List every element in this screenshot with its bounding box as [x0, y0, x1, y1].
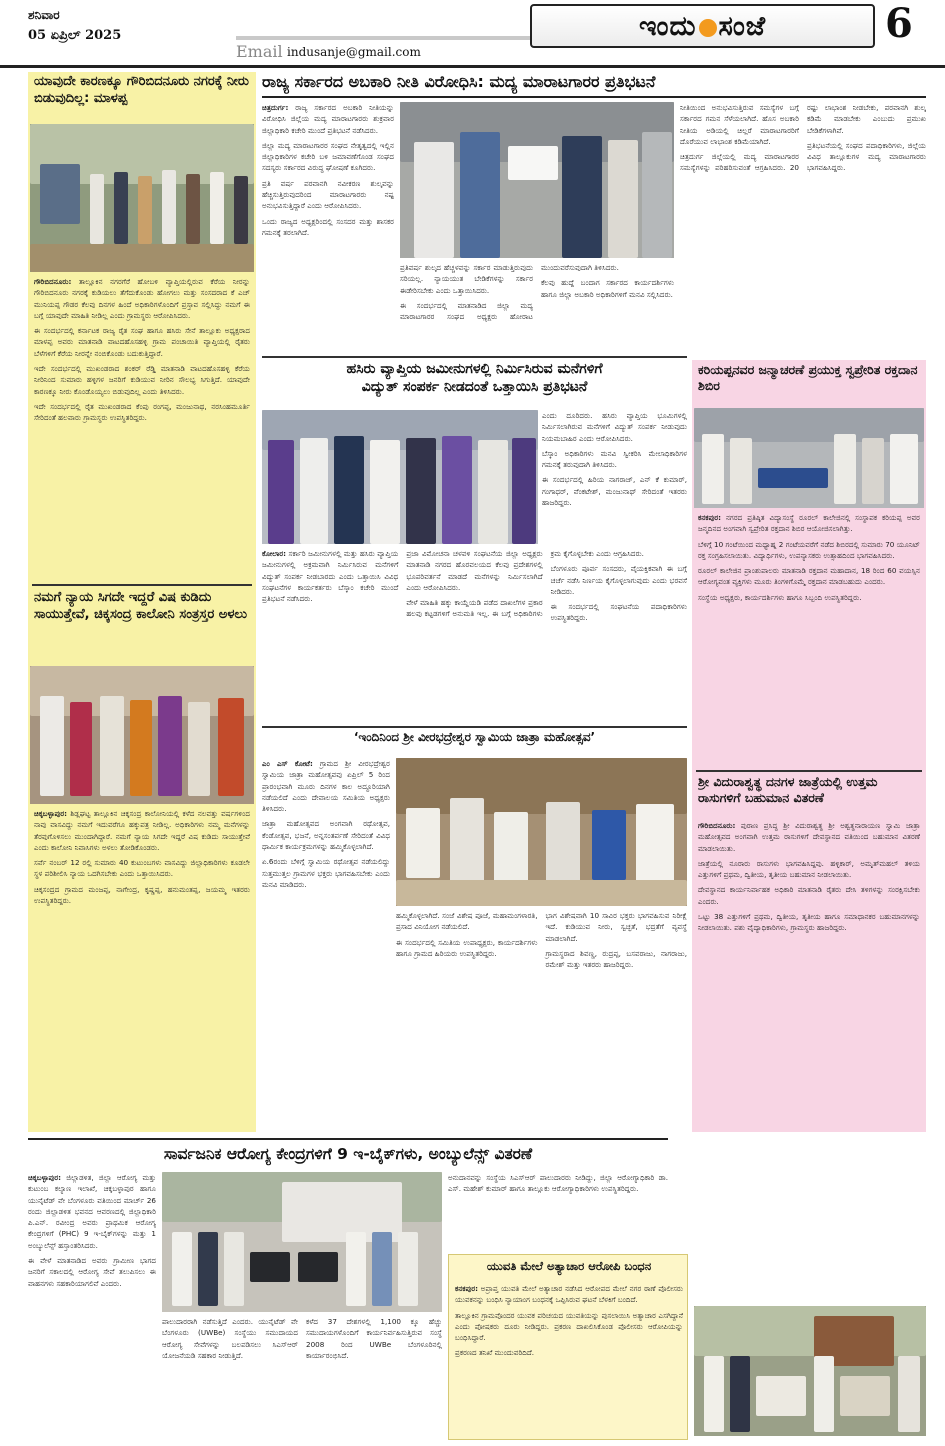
newspaper-logo [530, 4, 875, 48]
email-label: Email [236, 42, 283, 61]
right-column [692, 360, 926, 1132]
left-top-body: ಗೌರಿಬಿದನೂರು: ತಾಲ್ಲೂಕಿನ ನಗರಗೆರೆ ಹೋಬಳಿ ವ್ಯಾಪ್ತಿಯಲ್ಲಿರುವ ಕೆರೆಯ ನೀರನ್ನು ಗೌರಿಬಿದನೂರು ನಗರಕ್ಕೆ ಕುಡಿಯಲು ತೆಗೆದುಕೊಂಡು ಹೋಗಲು ಮತ್ತು ಸಂಸದರಾದ ಕೆ ಎಚ್ ಮುನಿಯಪ್ಪ ಗೌಡರ ಕೆಲವು ದಿನಗಳ ಹಿಂದೆ ಅಧಿಕಾರಿಗಳೊಂದಿಗೆ ಪ್ರಸ್ತಾವ ಸಲ್ಲಿಸಿದ್ದು ನಮಗೆ ಈ ಬಗ್ಗೆ ಯಾವುದೇ ಮಾಹಿತಿ ನೀಡಿಲ್ಲ ಎಂದು ಗ್ರಾಮಸ್ಥರು ಆರೋಪಿಸಿದರು. ಈ ಸಂದರ್ಭದಲ್ಲಿ ಕರ್ನಾಟಕ ರಾಜ್ಯ ರೈತ ಸಂಘ ಹಾಗೂ ಹಸಿರು ಸೇನೆ ತಾಲ್ಲೂಕು ಅಧ್ಯಕ್ಷರಾದ ಮಾಳಪ್ಪ ಅವರು ಮಾತನಾಡಿ ವಾಟದಹೊಸಹಳ್ಳಿ ಗ್ರಾಮ ಪಂಚಾಯಿತಿ ವ್ಯಾಪ್ತಿಯಲ್ಲಿ ರೈತರು ಬೆಳೆಗಳಿಗೆ ಕೆರೆಯ ನೀರನ್ನೇ ನಂಬಿಕೊಂಡು ಬದುಕುತ್ತಿದ್ದಾರೆ. ಇದೇ ಸಂದರ್ಭದಲ್ಲಿ ಮುಖಂಡರಾದ ಶಂಕರ್ ರೆಡ್ಡಿ ಮಾತನಾಡಿ ವಾಟದಹೊಸಹಳ್ಳಿ ಕೆರೆಯ ನೀರಿನಿಂದ ಸುಮಾರು ಹಳ್ಳಿಗಳ ಜನರಿಗೆ ಕುಡಿಯುವ ನೀರಿನ ಸೌಲಭ್ಯ ಸಿಗುತ್ತಿದೆ. ಯಾವುದೇ ಕಾರಣಕ್ಕೂ ನೀರು ಕೊಂಡೊಯ್ಯಲು ಬಿಡುವುದಿಲ್ಲ ಎಂದು ತಿಳಿಸಿದರು. ಇದೇ ಸಂದರ್ಭದಲ್ಲಿ ರೈತ ಮುಖಂಡರಾದ ಕೆಂಪು ರಂಗಪ್ಪ, ಮಂಜುನಾಥ, ನರಸಿಂಹಮೂರ್ತಿ ಸೇರಿದಂತೆ ಹಲವಾರು ಗ್ರಾಮಸ್ಥರು ಉಪಸ್ಥಿತರಿದ್ದರು. [34, 277, 250, 423]
left-second-dateline: ಚಿಕ್ಕಬಳ್ಳಾಪುರ: [34, 809, 68, 818]
right-second-headline: ಶ್ರೀ ವಿದುರಾಶ್ವತ್ಥ ದನಗಳ ಜಾತ್ರೆಯಲ್ಲಿ ಉತ್ತಮ ರಾಸುಗಳಿಗೆ ಬಹುಮಾನ ವಿತರಣೆ [698, 774, 878, 806]
bottom-right-box [448, 1254, 688, 1440]
issue-date: 05 ಏಪ್ರಿಲ್ 2025 [28, 28, 122, 43]
main-story-col3: ನೀತಿಯಿಂದ ಅನುಭವಿಸುತ್ತಿರುವ ಸಮಸ್ಯೆಗಳ ಬಗ್ಗೆ ಸರ್ಕಾರದ ಗಮನ ಸೆಳೆಯಲಾಗಿದೆ. ಹೊಸ ಅಬಕಾರಿ ನೀತಿಯ ಅಡಿಯಲ್ಲಿ ಚಿಲ್ಲರೆ ಮಾರಾಟಗಾರರಿಗೆ ದೊರೆಯುವ ಲಾಭಾಂಶ ಕಡಿಮೆಯಾಗಿದೆ. ಚಿತ್ರದುರ್ಗ ಜಿಲ್ಲೆಯಲ್ಲಿ ಮದ್ಯ ಮಾರಾಟಗಾರರ ಸಮಸ್ಯೆಗಳನ್ನು ಪರಿಹರಿಸುವಂತೆ ಆಗ್ರಹಿಸಿದರು. 20 ರಷ್ಟು ಲಾಭಾಂಶ ನೀಡಬೇಕು, ಪರವಾನಗಿ ಶುಲ್ಕ ಕಡಿಮೆ ಮಾಡಬೇಕು ಎಂಬುದು ಪ್ರಮುಖ ಬೇಡಿಕೆಗಳಾಗಿವೆ. ಪ್ರತಿಭಟನೆಯಲ್ಲಿ ಸಂಘದ ಪದಾಧಿಕಾರಿಗಳು, ಜಿಲ್ಲೆಯ ವಿವಿಧ ತಾಲ್ಲೂಕುಗಳ ಮದ್ಯ ಮಾರಾಟಗಾರರು ಭಾಗವಹಿಸಿದ್ದರು. [680, 103, 926, 173]
main-story-photo [400, 102, 674, 258]
divider [262, 726, 687, 728]
bottom-story-col2: ಪಾಲುದಾರರಾಗಿ ನಡೆಸುತ್ತಿದೆ ಎಂದರು. ಯುನೈಟೆಡ್ ವೇ ಬೆಂಗಳೂರು (UWBe) ಸಂಸ್ಥೆಯು ಸಮುದಾಯದ ಆರೋಗ್ಯ ಸೇವೆಗಳನ್ನು ಬಲಪಡಿಸಲು ಸಿಎಸ್‌ಆರ್ ಯೋಜನೆಯಡಿ ಸಹಕಾರ ನೀಡುತ್ತಿದೆ. ಕಳೆದ 37 ದೇಶಗಳಲ್ಲಿ 1,100 ಕ್ಕೂ ಹೆಚ್ಚು ಸಮುದಾಯಗಳೊಂದಿಗೆ ಕಾರ್ಯನಿರ್ವಹಿಸುತ್ತಿರುವ ಸಂಸ್ಥೆ 2008 ರಿಂದ UWBe ಬೆಂಗಳೂರಿನಲ್ಲಿ ಕಾರ್ಯಾರಂಭಿಸಿದೆ. [162, 1317, 442, 1360]
second-story-photo [262, 410, 538, 544]
main-story-col2: ಪ್ರತಿವರ್ಷ ಶುಲ್ಕದ ಹೆಚ್ಚಳವನ್ನು ಸರ್ಕಾರ ಮಾಡುತ್ತಿರುವುದು ಸರಿಯಲ್ಲ. ನ್ಯಾಯಯುತ ಬೇಡಿಕೆಗಳನ್ನು ಸರ್ಕಾರ ಈಡೇರಿಸಬೇಕು ಎಂದು ಒತ್ತಾಯಿಸಿದರು. ಈ ಸಂದರ್ಭದಲ್ಲಿ ಮಾತನಾಡಿದ ಜಿಲ್ಲಾ ಮದ್ಯ ಮಾರಾಟಗಾರರ ಸಂಘದ ಅಧ್ಯಕ್ಷರು ಹೋರಾಟ ಮುಂದುವರೆಸುವುದಾಗಿ ತಿಳಿಸಿದರು. ಕೆಲವು ಹುದ್ದೆ ಬಂದಾಗ ಸರ್ಕಾರದ ಕಾರ್ಯದರ್ಶಿಗಳು ಹಾಗೂ ಜಿಲ್ಲಾ ಅಬಕಾರಿ ಅಧಿಕಾರಿಗಳಿಗೆ ಮನವಿ ಸಲ್ಲಿಸಿದರು. [400, 263, 674, 322]
left-second-headline: ನಮಗೆ ನ್ಯಾಯ ಸಿಗದೇ ಇದ್ದರೆ ವಿಷ ಕುಡಿದು ಸಾಯುತ್ತೇವೆ, ಚಿಕ್ಕಸಂದ್ರ ಕಾಲೋನಿ ಸಂತ್ರಸ್ತರ ಅಳಲು [34, 590, 247, 622]
right-second-body: ಗೌರಿಬಿದನೂರು: ಪುರಾಣ ಪ್ರಸಿದ್ಧ ಶ್ರೀ ವಿದುರಾಶ್ವತ್ಥ ಶ್ರೀ ಅಶ್ವತ್ಥನಾರಾಯಣ ಸ್ವಾಮಿ ಜಾತ್ರಾ ಮಹೋತ್ಸವದ ಅಂಗವಾಗಿ ಉತ್ತಮ ರಾಸುಗಳಿಗೆ ದೇವಸ್ಥಾನದ ವತಿಯಿಂದ ಬಹುಮಾನ ವಿತರಣೆ ಮಾಡಲಾಯಿತು. ಜಾತ್ರೆಯಲ್ಲಿ ನೂರಾರು ರಾಸುಗಳು ಭಾಗವಹಿಸಿದ್ದವು. ಹಳ್ಳಿಕಾರ್, ಅಮೃತ್‌ಮಹಲ್ ತಳಿಯ ಎತ್ತುಗಳಿಗೆ ಪ್ರಥಮ, ದ್ವಿತೀಯ, ತೃತೀಯ ಬಹುಮಾನ ನೀಡಲಾಯಿತು. ದೇವಸ್ಥಾನದ ಕಾರ್ಯನಿರ್ವಾಹಕ ಅಧಿಕಾರಿ ಮಾತನಾಡಿ ರೈತರು ದೇಸಿ ತಳಿಗಳನ್ನು ಸಂರಕ್ಷಿಸಬೇಕು ಎಂದರು. ಒಟ್ಟು 38 ಎತ್ತುಗಳಿಗೆ ಪ್ರಥಮ, ದ್ವಿತೀಯ, ತೃತೀಯ ಹಾಗೂ ಸಮಾಧಾನಕರ ಬಹುಮಾನಗಳನ್ನು ನೀಡಲಾಯಿತು. ಪಶು ವೈದ್ಯಾಧಿಕಾರಿಗಳು, ಗ್ರಾಮಸ್ಥರು ಹಾಜರಿದ್ದರು. [698, 821, 920, 933]
left-second-photo [30, 666, 254, 804]
masthead [0, 0, 945, 68]
email-address[interactable]: indusanje@gmail.com [287, 45, 421, 59]
bottom-story-photo [162, 1172, 442, 1312]
divider [696, 770, 922, 772]
main-story-col1: ಚಿತ್ರದುರ್ಗ: ರಾಜ್ಯ ಸರ್ಕಾರದ ಅಬಕಾರಿ ನೀತಿಯನ್ನು ವಿರೋಧಿಸಿ ಜಿಲ್ಲೆಯ ಮದ್ಯ ಮಾರಾಟಗಾರರು ಶುಕ್ರವಾರ ಜಿಲ್ಲಾಧಿಕಾರಿ ಕಚೇರಿ ಮುಂದೆ ಪ್ರತಿಭಟನೆ ನಡೆಸಿದರು. ಜಿಲ್ಲಾ ಮದ್ಯ ಮಾರಾಟಗಾರರ ಸಂಘದ ನೇತೃತ್ವದಲ್ಲಿ ಇಲ್ಲಿನ ಜಿಲ್ಲಾಧಿಕಾರಿಗಳ ಕಚೇರಿ ಬಳಿ ಜಮಾವಣೆಗೊಂಡ ಸಂಘದ ಸದಸ್ಯರು ಸರ್ಕಾರದ ವಿರುದ್ಧ ಘೋಷಣೆ ಕೂಗಿದರು. ಪ್ರತಿ ವರ್ಷ ಪರವಾನಗಿ ನವೀಕರಣ ಶುಲ್ಕವನ್ನು ಹೆಚ್ಚಿಸುತ್ತಿರುವುದರಿಂದ ಮಾರಾಟಗಾರರು ನಷ್ಟ ಅನುಭವಿಸುತ್ತಿದ್ದಾರೆ ಎಂದು ಆರೋಪಿಸಿದರು. ಒಂದು ರಾಜ್ಯದ ಅಧ್ಯಕ್ಷರಿಂದಲ್ಲಿ ಸಂಸದರ ಮತ್ತು ಶಾಸಕರ ಗಮನಕ್ಕೆ ತರಲಾಗಿದೆ. [262, 103, 394, 237]
right-top-photo [694, 408, 924, 508]
third-story-photo [396, 758, 687, 906]
left-top-headline: ಯಾವುದೇ ಕಾರಣಕ್ಕೂ ಗೌರಿಬಿದನೂರು ನಗರಕ್ಕೆ ನೀರು ಬಿಡುವುದಿಲ್ಲ: ಮಾಳಪ್ಪ [34, 74, 249, 106]
bottom-story-col3: ಅನುದಾನವನ್ನು ಸಂಸ್ಥೆಯ ಸಿಎಸ್‌ಆರ್ ಪಾಲುದಾರರು ನೀಡಿದ್ದು, ಜಿಲ್ಲಾ ಆರೋಗ್ಯಾಧಿಕಾರಿ ಡಾ. ಎಸ್. ಮಹೇಶ್ ಕುಮಾರ್ ಹಾಗೂ ತಾಲ್ಲೂಕು ಆರೋಗ್ಯಾಧಿಕಾರಿಗಳು ಉಪಸ್ಥಿತರಿದ್ದರು. [448, 1173, 668, 1194]
bottom-story-col1: ಚಿಕ್ಕಬಳ್ಳಾಪುರ: ಜಿಲ್ಲಾಡಳಿತ, ಜಿಲ್ಲಾ ಆರೋಗ್ಯ ಮತ್ತು ಕುಟುಂಬ ಕಲ್ಯಾಣ ಇಲಾಖೆ, ಚಿಕ್ಕಬಳ್ಳಾಪುರ ಹಾಗೂ ಯುನೈಟೆಡ್ ವೇ ಬೆಂಗಳೂರು ವತಿಯಿಂದ ಮಾರ್ಚ್ 26 ರಂದು ಜಿಲ್ಲಾಡಳಿತ ಭವನದ ಆವರಣದಲ್ಲಿ ಜಿಲ್ಲಾಧಿಕಾರಿ ಪಿ.ಎನ್. ರವೀಂದ್ರ ಅವರು ಪ್ರಾಥಮಿಕ ಆರೋಗ್ಯ ಕೇಂದ್ರಗಳಿಗೆ (PHC) 9 ಇ-ಬೈಕ್‌ಗಳನ್ನು ಮತ್ತು 1 ಅಂಬ್ಯುಲೆನ್ಸ್ ಹಸ್ತಾಂತರಿಸಿದರು. ಈ ವೇಳೆ ಮಾತನಾಡಿದ ಅವರು ಗ್ರಾಮೀಣ ಭಾಗದ ಜನರಿಗೆ ಸಕಾಲದಲ್ಲಿ ಆರೋಗ್ಯ ಸೇವೆ ತಲುಪಿಸಲು ಈ ವಾಹನಗಳು ಸಹಕಾರಿಯಾಗಲಿವೆ ಎಂದರು. [28, 1173, 156, 1288]
bottom-right-body: ಕನಕಪುರ: ಅಪ್ರಾಪ್ತ ಯುವತಿ ಮೇಲೆ ಅತ್ಯಾಚಾರ ನಡೆಸಿದ ಆರೋಪದ ಮೇಲೆ ನಗರ ಠಾಣೆ ಪೊಲೀಸರು ಯುವಕನನ್ನು ಬಂಧಿಸಿ ನ್ಯಾಯಾಂಗ ಬಂಧನಕ್ಕೆ ಒಪ್ಪಿಸಿರುವ ಘಟನೆ ಬೆಳಕಿಗೆ ಬಂದಿದೆ. ತಾಲ್ಲೂಕಿನ ಗ್ರಾಮವೊಂದರ ಯುವಕ ಪರಿಚಯದ ಯುವತಿಯನ್ನು ಪುಸಲಾಯಿಸಿ ಅತ್ಯಾಚಾರ ಎಸಗಿದ್ದಾನೆ ಎಂದು ಪೋಷಕರು ದೂರು ನೀಡಿದ್ದರು. ಪ್ರಕರಣ ದಾಖಲಿಸಿಕೊಂಡ ಪೊಲೀಸರು ಆರೋಪಿಯನ್ನು ಬಂಧಿಸಿದ್ದಾರೆ. ಪ್ರಕರಣದ ತನಿಖೆ ಮುಂದುವರಿದಿದೆ. [455, 1284, 683, 1358]
left-top-photo [30, 124, 254, 272]
cattle-fair-photo [694, 1306, 926, 1436]
right-top-dateline: ಕನಕಪುರ: [698, 513, 721, 522]
third-story-headline: ‘ಇಂದಿನಿಂದ ಶ್ರೀ ವೀರಭದ್ರೇಶ್ವರ ಸ್ವಾಮಿಯ ಜಾತ್ರಾ ಮಹೋತ್ಸವ’ [353, 730, 596, 744]
bottom-right-headline: ಯುವತಿ ಮೇಲೆ ಅತ್ಯಾಚಾರ ಆರೋಪಿ ಬಂಧನ [486, 1259, 652, 1273]
issue-day: ಶನಿವಾರ [28, 8, 60, 22]
left-column [28, 72, 256, 1132]
left-top-dateline: ಗೌರಿಬಿದನೂರು: [34, 277, 72, 286]
bottom-story-dateline: ಚಿಕ್ಕಬಳ್ಳಾಪುರ: [28, 1173, 62, 1182]
logo-text-left: ಇಂದು [638, 11, 697, 42]
right-top-body: ಕನಕಪುರ: ನಗರದ ಪ್ರತಿಷ್ಠಿತ ವಿದ್ಯಾಸಂಸ್ಥೆ ರೂರಲ್ ಕಾಲೇಜಿನಲ್ಲಿ ಸಂಸ್ಥಾಪಕ ಕರಿಯಪ್ಪ ಅವರ ಜನ್ಮದಿನದ ಅಂಗವಾಗಿ ಸ್ವಪ್ರೇರಿತ ರಕ್ತದಾನ ಶಿಬಿರ ಆಯೋಜಿಸಲಾಗಿತ್ತು. ಬೆಳಿಗ್ಗೆ 10 ಗಂಟೆಯಿಂದ ಮಧ್ಯಾಹ್ನ 2 ಗಂಟೆಯವರೆಗೆ ನಡೆದ ಶಿಬಿರದಲ್ಲಿ ಸುಮಾರು 70 ಯೂನಿಟ್ ರಕ್ತ ಸಂಗ್ರಹಿಸಲಾಯಿತು. ವಿದ್ಯಾರ್ಥಿಗಳು, ಉಪನ್ಯಾಸಕರು ಉತ್ಸಾಹದಿಂದ ಭಾಗವಹಿಸಿದರು. ರೂರಲ್ ಕಾಲೇಜಿನ ಪ್ರಾಂಶುಪಾಲರು ಮಾತನಾಡಿ ರಕ್ತದಾನ ಮಹಾದಾನ, 18 ರಿಂದ 60 ವಯಸ್ಸಿನ ಆರೋಗ್ಯವಂತ ವ್ಯಕ್ತಿಗಳು ಮೂರು ತಿಂಗಳಿಗೊಮ್ಮೆ ರಕ್ತದಾನ ಮಾಡಬಹುದು ಎಂದರು. ಸಂಸ್ಥೆಯ ಅಧ್ಯಕ್ಷರು, ಕಾರ್ಯದರ್ಶಿಗಳು ಹಾಗೂ ಸಿಬ್ಬಂದಿ ಉಪಸ್ಥಿತರಿದ್ದರು. [698, 513, 920, 602]
divider [262, 356, 687, 358]
third-story-body: ಹಮ್ಮಿಕೊಳ್ಳಲಾಗಿದೆ. ಸಂಜೆ ವಿಶೇಷ ಪೂಜೆ, ಮಹಾಮಂಗಳಾರತಿ, ಪ್ರಸಾದ ವಿನಿಯೋಗ ನಡೆಯಲಿದೆ. ಈ ಸಂದರ್ಭದಲ್ಲಿ ಸಮಿತಿಯ ಉಪಾಧ್ಯಕ್ಷರು, ಕಾರ್ಯದರ್ಶಿಗಳು ಹಾಗೂ ಗ್ರಾಮದ ಹಿರಿಯರು ಉಪಸ್ಥಿತರಿದ್ದರು. ಭಾಗ ವಿಶೇಷವಾಗಿ 10 ಸಾವಿರ ಭಕ್ತರು ಭಾಗವಹಿಸುವ ನಿರೀಕ್ಷೆ ಇದೆ. ಕುಡಿಯುವ ನೀರು, ಸ್ವಚ್ಛತೆ, ಭದ್ರತೆಗೆ ವ್ಯವಸ್ಥೆ ಮಾಡಲಾಗಿದೆ. ಗ್ರಾಮಸ್ಥರಾದ ಶಿವಣ್ಣ, ರುದ್ರಪ್ಪ, ಬಸವರಾಜು, ನಾಗರಾಜು, ರಮೇಶ್ ಮತ್ತು ಇತರರು ಹಾಜರಿದ್ದರು. [396, 911, 687, 970]
second-story-headline: ಹಸಿರು ವ್ಯಾಪ್ತಿಯ ಜಮೀನುಗಳಲ್ಲಿ ನಿರ್ಮಿಸಿರುವ ಮನೆಗಳಿಗೆ ವಿದ್ಯುತ್ ಸಂಪರ್ಕ ನೀಡದಂತೆ ಒತ್ತಾಯಿಸಿ ಪ್ರತಿಭಟನೆ [346, 361, 603, 396]
main-story-headline: ರಾಜ್ಯ ಸರ್ಕಾರದ ಅಬಕಾರಿ ನೀತಿ ವಿರೋಧಿಸಿ: ಮದ್ಯ ಮಾರಾಟಗಾರರ ಪ್ರತಿಭಟನೆ [262, 72, 926, 98]
second-story-body: ಕೋಲಾರ: ಸರ್ಕಾರಿ ಜಮೀನುಗಳಲ್ಲಿ ಮತ್ತು ಹಸಿರು ವ್ಯಾಪ್ತಿಯ ಜಮೀನುಗಳಲ್ಲಿ ಅಕ್ರಮವಾಗಿ ನಿರ್ಮಿಸಿರುವ ಮನೆಗಳಿಗೆ ವಿದ್ಯುತ್ ಸಂಪರ್ಕ ನೀಡಬಾರದು ಎಂದು ಒತ್ತಾಯಿಸಿ ವಿವಿಧ ಸಂಘಟನೆಗಳ ಕಾರ್ಯಕರ್ತರು ಬೆಸ್ಕಾಂ ಕಚೇರಿ ಮುಂದೆ ಪ್ರತಿಭಟನೆ ನಡೆಸಿದರು. ಪ್ರಜಾ ವಿಮೋಚನಾ ಚಳವಳಿ ಸಂಘಟನೆಯ ಜಿಲ್ಲಾ ಅಧ್ಯಕ್ಷರು ಮಾತನಾಡಿ ನಗರದ ಹೊರವಲಯದ ಕೆಲವು ಪ್ರದೇಶಗಳಲ್ಲಿ ಭೂಪರಿವರ್ತನೆ ಮಾಡದೆ ಮನೆಗಳನ್ನು ನಿರ್ಮಿಸಲಾಗಿದೆ ಎಂದು ಆರೋಪಿಸಿದರು. ವೇಳೆ ಮಾಹಿತಿ ಹಕ್ಕು ಕಾಯ್ದೆಯಡಿ ಪಡೆದ ದಾಖಲೆಗಳ ಪ್ರಕಾರ ಹಲವು ಕಟ್ಟಡಗಳಿಗೆ ಅನುಮತಿ ಇಲ್ಲ. ಈ ಬಗ್ಗೆ ಅಧಿಕಾರಿಗಳು ಕ್ರಮ ಕೈಗೊಳ್ಳಬೇಕು ಎಂದು ಆಗ್ರಹಿಸಿದರು. ಬೆಂಗಳೂರು ಪೂರ್ವ ಸಂಸದರು, ವೈಯಕ್ತಿಕವಾಗಿ ಈ ಬಗ್ಗೆ ಚರ್ಚೆ ನಡೆಸಿ ನಿರ್ಣಯ ಕೈಗೊಳ್ಳಲಾಗುವುದು ಎಂದು ಭರವಸೆ ನೀಡಿದರು. ಈ ಸಂದರ್ಭದಲ್ಲಿ ಸಂಘಟನೆಯ ಪದಾಧಿಕಾರಿಗಳು ಉಪಸ್ಥಿತರಿದ್ದರು. [262, 549, 687, 623]
divider [32, 584, 252, 586]
page-number: 6 [885, 0, 913, 47]
left-second-body: ಚಿಕ್ಕಬಳ್ಳಾಪುರ: ಶಿಡ್ಲಘಟ್ಟ ತಾಲ್ಲೂಕಿನ ಚಿಕ್ಕಸಂದ್ರ ಕಾಲೋನಿಯಲ್ಲಿ ಕಳೆದ ನಲವತ್ತು ವರ್ಷಗಳಿಂದ ನಾವು ವಾಸವಿದ್ದು ನಮಗೆ ಇದುವರೆಗೂ ಹಕ್ಕುಪತ್ರ ನೀಡಿಲ್ಲ. ಅಧಿಕಾರಿಗಳು ನಮ್ಮ ಮನೆಗಳನ್ನು ತೆರವುಗೊಳಿಸಲು ಮುಂದಾಗಿದ್ದಾರೆ. ನಮಗೆ ನ್ಯಾಯ ಸಿಗದೇ ಇದ್ದರೆ ವಿಷ ಕುಡಿದು ಸಾಯುತ್ತೇವೆ ಎಂದು ಕಾಲೋನಿ ನಿವಾಸಿಗಳು ಅಳಲು ತೋಡಿಕೊಂಡರು. ಸರ್ವೆ ನಂಬರ್ 12 ರಲ್ಲಿ ಸುಮಾರು 40 ಕುಟುಂಬಗಳು ವಾಸವಿದ್ದು ಜಿಲ್ಲಾಧಿಕಾರಿಗಳು ಕೂಡಲೇ ಸ್ಥಳ ಪರಿಶೀಲಿಸಿ ನ್ಯಾಯ ಒದಗಿಸಬೇಕು ಎಂದು ಒತ್ತಾಯಿಸಿದರು. ಚಿಕ್ಕಸಂದ್ರದ ಗ್ರಾಮದ ಮಂಜಪ್ಪ, ನಾಗೇಂದ್ರ, ಕೃಷ್ಣಪ್ಪ, ಹನುಮಂತಪ್ಪ, ಜಯಮ್ಮ ಇತರರು ಉಪಸ್ಥಿತರಿದ್ದರು. [34, 809, 250, 906]
bottom-right-dateline: ಕನಕಪುರ: [455, 1284, 478, 1293]
right-top-headline: ಕರಿಯಪ್ಪನವರ ಜನ್ಮಾಚರಣೆ ಪ್ರಯುಕ್ತ ಸ್ವಪ್ರೇರಿತ ರಕ್ತದಾನ ಶಿಬಿರ [698, 362, 918, 394]
third-story-dateline: ಎಂ ಎಸ್ ಕೋಟೆ: [262, 759, 313, 768]
second-story-col3: ಎಂದು ದೂರಿದರು. ಹಸಿರು ವ್ಯಾಪ್ತಿಯ ಭೂಮಿಗಳಲ್ಲಿ ನಿರ್ಮಿಸಲಾಗಿರುವ ಮನೆಗಳಿಗೆ ವಿದ್ಯುತ್ ಸಂಪರ್ಕ ನೀಡುವುದು ನಿಯಮಬಾಹಿರ ಎಂದು ಆರೋಪಿಸಿದರು. ಬೆಸ್ಕಾಂ ಅಧಿಕಾರಿಗಳು ಮನವಿ ಸ್ವೀಕರಿಸಿ ಮೇಲಾಧಿಕಾರಿಗಳ ಗಮನಕ್ಕೆ ತರುವುದಾಗಿ ತಿಳಿಸಿದರು. ಈ ಸಂದರ್ಭದಲ್ಲಿ ಹಿರಿಯ ನಾಗರಾಜ್, ಎನ್ ಕೆ ಕುಮಾರ್, ಗಂಗಾಧರ್, ವೆಂಕಟೇಶ್, ಮಂಜುನಾಥ್ ಸೇರಿದಂತೆ ಇತರರು ಹಾಜರಿದ್ದರು. [542, 411, 687, 508]
main-story-dateline: ಚಿತ್ರದುರ್ಗ: [262, 103, 289, 112]
second-story-dateline: ಕೋಲಾರ: [262, 549, 287, 558]
logo-text-right: ಸಂಜೆ [718, 11, 767, 42]
right-second-dateline: ಗೌರಿಬಿದನೂರು: [698, 821, 736, 830]
bottom-story-headline: ಸಾರ್ವಜನಿಕ ಆರೋಗ್ಯ ಕೇಂದ್ರಗಳಿಗೆ 9 ಇ-ಬೈಕ್‌ಗಳು, ಅಂಬ್ಯುಲೆನ್ಸ್ ವಿತರಣೆ [28, 1138, 668, 1168]
sun-icon [699, 19, 717, 37]
third-story-col1: ಎಂ ಎಸ್ ಕೋಟೆ: ಗ್ರಾಮದ ಶ್ರೀ ವೀರಭದ್ರೇಶ್ವರ ಸ್ವಾಮಿಯ ಜಾತ್ರಾ ಮಹೋತ್ಸವವು ಏಪ್ರಿಲ್ 5 ರಿಂದ ಪ್ರಾರಂಭವಾಗಿ ಮೂರು ದಿನಗಳ ಕಾಲ ಅದ್ಧೂರಿಯಾಗಿ ನಡೆಯಲಿದೆ ಎಂದು ದೇವಾಲಯ ಸಮಿತಿಯ ಅಧ್ಯಕ್ಷರು ತಿಳಿಸಿದರು. ಜಾತ್ರಾ ಮಹೋತ್ಸವದ ಅಂಗವಾಗಿ ರಥೋತ್ಸವ, ಕೆಂಡೋತ್ಸವ, ಭಜನೆ, ಅನ್ನಸಂತರ್ಪಣೆ ಸೇರಿದಂತೆ ವಿವಿಧ ಧಾರ್ಮಿಕ ಕಾರ್ಯಕ್ರಮಗಳನ್ನು ಹಮ್ಮಿಕೊಳ್ಳಲಾಗಿದೆ. ಏ.6ರಂದು ಬೆಳಿಗ್ಗೆ ಸ್ವಾಮಿಯ ರಥೋತ್ಸವ ನಡೆಯಲಿದ್ದು ಸುತ್ತಮುತ್ತಲ ಗ್ರಾಮಗಳ ಭಕ್ತರು ಭಾಗವಹಿಸಬೇಕು ಎಂದು ಮನವಿ ಮಾಡಿದರು. [262, 759, 390, 889]
